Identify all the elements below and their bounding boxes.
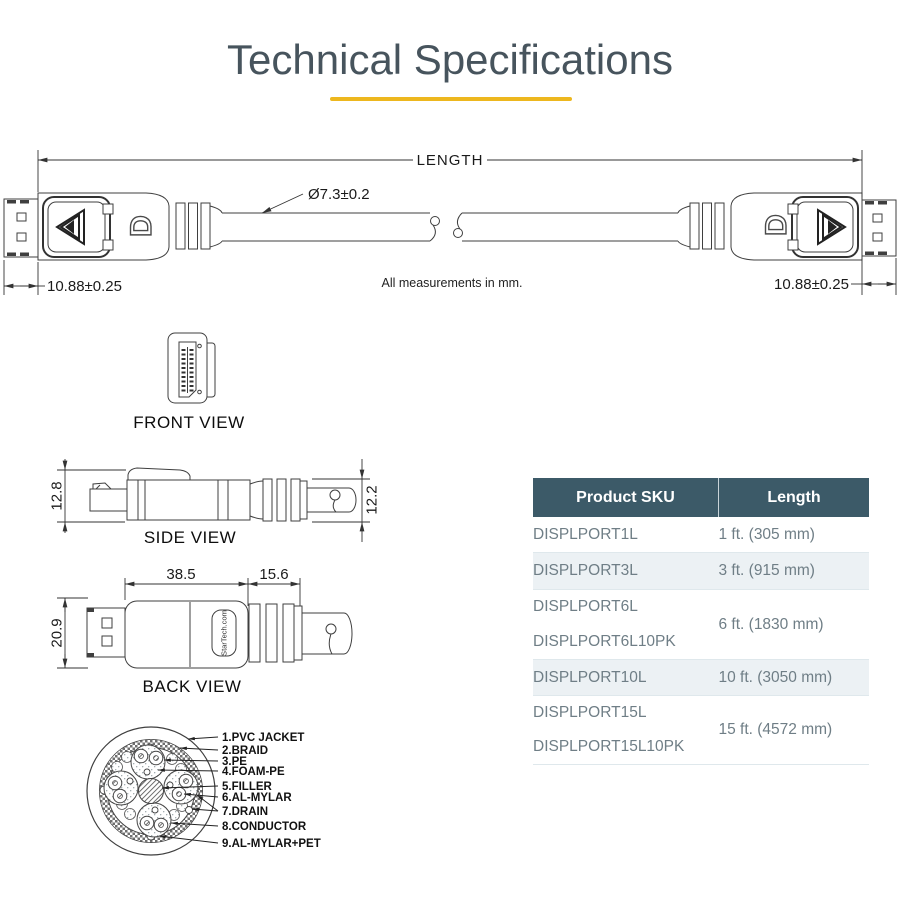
boot-height-label: 12.2 [363, 485, 381, 515]
cross-section-labels [222, 732, 321, 850]
right-connector [731, 193, 896, 260]
cs-label-drain: 7.DRAIN [222, 806, 269, 818]
left-connector [4, 193, 169, 260]
table-row [533, 660, 869, 696]
side-view-label: SIDE VIEW [143, 528, 237, 547]
connector-width-label-right: 10.88±0.25 [774, 276, 849, 293]
cs-label-pvc-jacket: 1.PVC JACKET [222, 732, 305, 744]
sku-cell: DISPLPORT6L [533, 590, 719, 625]
page-title: Technical Specifications [227, 36, 673, 83]
sku-cell: DISPLPORT10L [533, 660, 719, 696]
sku-cell: DISPLPORT1L [533, 525, 638, 543]
left-strain-relief [176, 203, 222, 249]
back-height-label: 20.9 [48, 618, 66, 648]
table-row [533, 553, 869, 590]
dp-logo-left: D [124, 215, 158, 237]
measurement-note: All measurements in mm. [381, 276, 523, 290]
column-header-sku: Product SKU [533, 478, 719, 517]
dimension-connector-width-left [4, 260, 122, 295]
table-row [533, 696, 869, 731]
cs-label-braid: 2.BRAID [222, 745, 269, 757]
cs-label-filler: 5.FILLER [222, 781, 272, 793]
dimension-boot-height [312, 459, 380, 542]
cs-label-al-mylar: 6.AL-MYLAR [222, 792, 292, 804]
brand-label: StarTech.com [219, 610, 229, 656]
central-filler [139, 779, 164, 804]
length-cell: 3 ft. (915 mm) [719, 553, 870, 590]
side-view [48, 459, 380, 547]
sku-cell: DISPLPORT15L [533, 696, 719, 731]
connector-width-label-left: 10.88±0.25 [47, 278, 122, 295]
contact-hole [873, 214, 882, 222]
length-cell: 6 ft. (1830 mm) [719, 590, 870, 660]
contact-hole [873, 233, 882, 241]
contact-hole [17, 213, 26, 221]
sku-length-table [533, 478, 869, 765]
back-view [48, 566, 352, 696]
boot-length-label: 15.6 [259, 566, 289, 583]
cable-drawing [222, 213, 678, 241]
cs-label-foam-pe: 4.FOAM-PE [222, 766, 285, 778]
body-length-label: 38.5 [166, 566, 196, 583]
table-row [533, 517, 869, 553]
table-header-row [533, 478, 869, 517]
length-cell: 1 ft. (305 mm) [718, 525, 815, 543]
front-view [133, 333, 244, 432]
dimension-back-height [48, 598, 88, 668]
front-view-label: FRONT VIEW [133, 413, 245, 432]
cable-length-diagram [4, 150, 896, 295]
back-view-label: BACK VIEW [142, 677, 242, 696]
length-cell: 10 ft. (3050 mm) [719, 660, 870, 696]
sku-cell: DISPLPORT3L [533, 553, 719, 590]
side-height-label: 12.8 [48, 481, 66, 511]
cable-cross-section [87, 727, 321, 855]
right-strain-relief [678, 203, 724, 249]
dimension-connector-width-right [774, 258, 896, 295]
cs-label-pe: 3.PE [222, 756, 247, 768]
dimension-diameter [262, 186, 370, 213]
cs-label-al-mylar-pet: 9.AL-MYLAR+PET [222, 838, 321, 850]
column-header-length: Length [719, 478, 870, 517]
diameter-label: Ø7.3±0.2 [308, 186, 370, 203]
sku-cell: DISPLPORT6L10PK [533, 632, 676, 650]
sku-cell: DISPLPORT15L10PK [533, 738, 685, 755]
length-label: LENGTH [416, 152, 484, 169]
table-row [533, 590, 869, 625]
cs-label-conductor: 8.CONDUCTOR [222, 821, 307, 833]
dp-logo-right: D [759, 214, 793, 236]
length-cell: 15 ft. (4572 mm) [719, 696, 870, 765]
contact-hole [17, 233, 26, 241]
